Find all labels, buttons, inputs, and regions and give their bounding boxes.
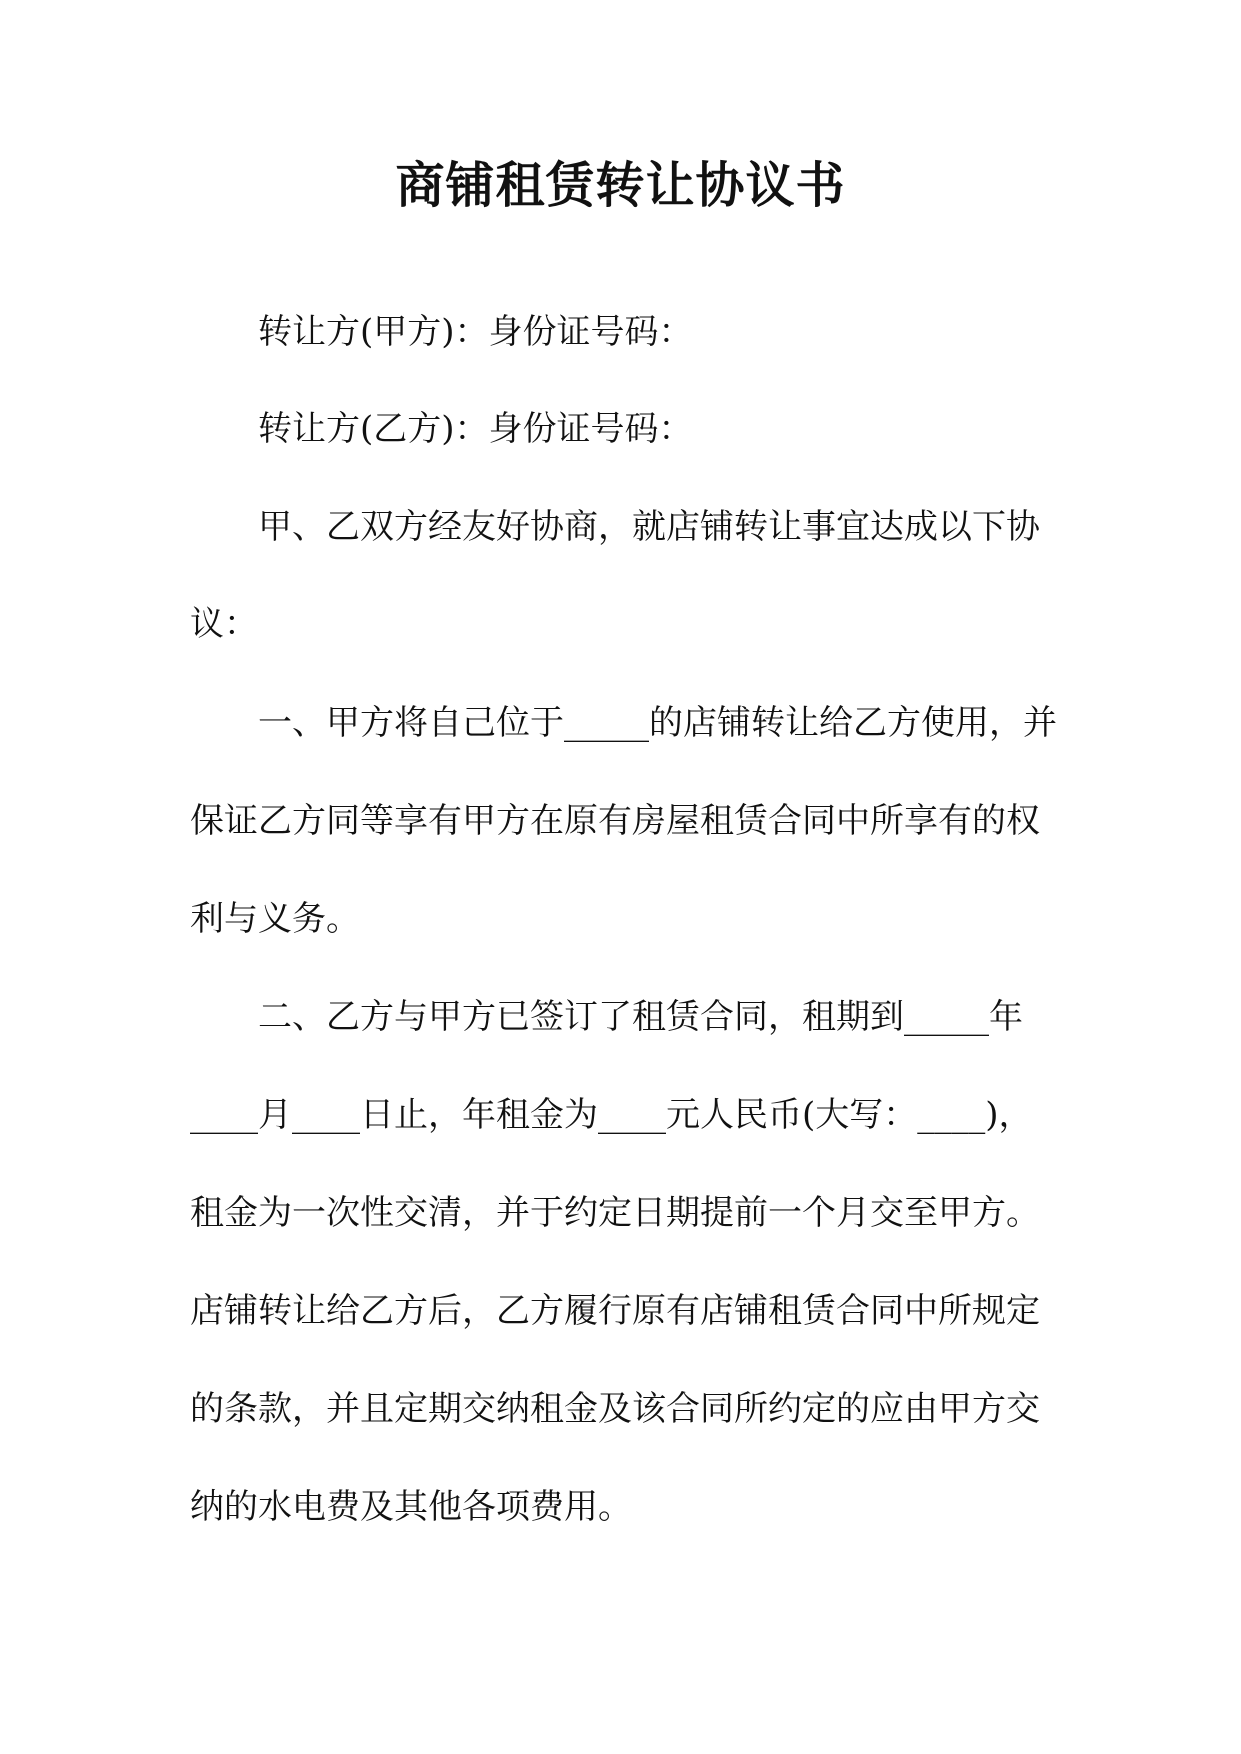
clause-2-line-2: ____月____日止，年租金为____元人民币(大写：____)， — [190, 1095, 1033, 1135]
clause-2-line-3: 租金为一次性交清，并于约定日期提前一个月交至甲方。 — [190, 1193, 1040, 1233]
clause-1-line-2: 保证乙方同等享有甲方在原有房屋租赁合同中所享有的权 — [190, 801, 1040, 841]
clause-1-line-3: 利与义务。 — [190, 899, 360, 939]
party-b-line: 转让方(乙方)：身份证号码： — [258, 409, 693, 449]
party-a-line: 转让方(甲方)：身份证号码： — [258, 312, 693, 352]
clause-2-line-4: 店铺转让给乙方后，乙方履行原有店铺租赁合同中所规定 — [190, 1291, 1040, 1331]
clause-1-line-1: 一、甲方将自己位于_____的店铺转让给乙方使用，并 — [258, 703, 1057, 743]
clause-2-line-1: 二、乙方与甲方已签订了租赁合同，租期到_____年 — [258, 997, 1023, 1037]
preamble-line-2: 议： — [190, 604, 258, 644]
document-title: 商铺租赁转让协议书 — [395, 156, 846, 214]
preamble-line-1: 甲、乙双方经友好协商，就店铺转让事宜达成以下协 — [258, 507, 1040, 547]
clause-2-line-6: 纳的水电费及其他各项费用。 — [190, 1487, 632, 1527]
clause-2-line-5: 的条款，并且定期交纳租金及该合同所约定的应由甲方交 — [190, 1389, 1040, 1429]
